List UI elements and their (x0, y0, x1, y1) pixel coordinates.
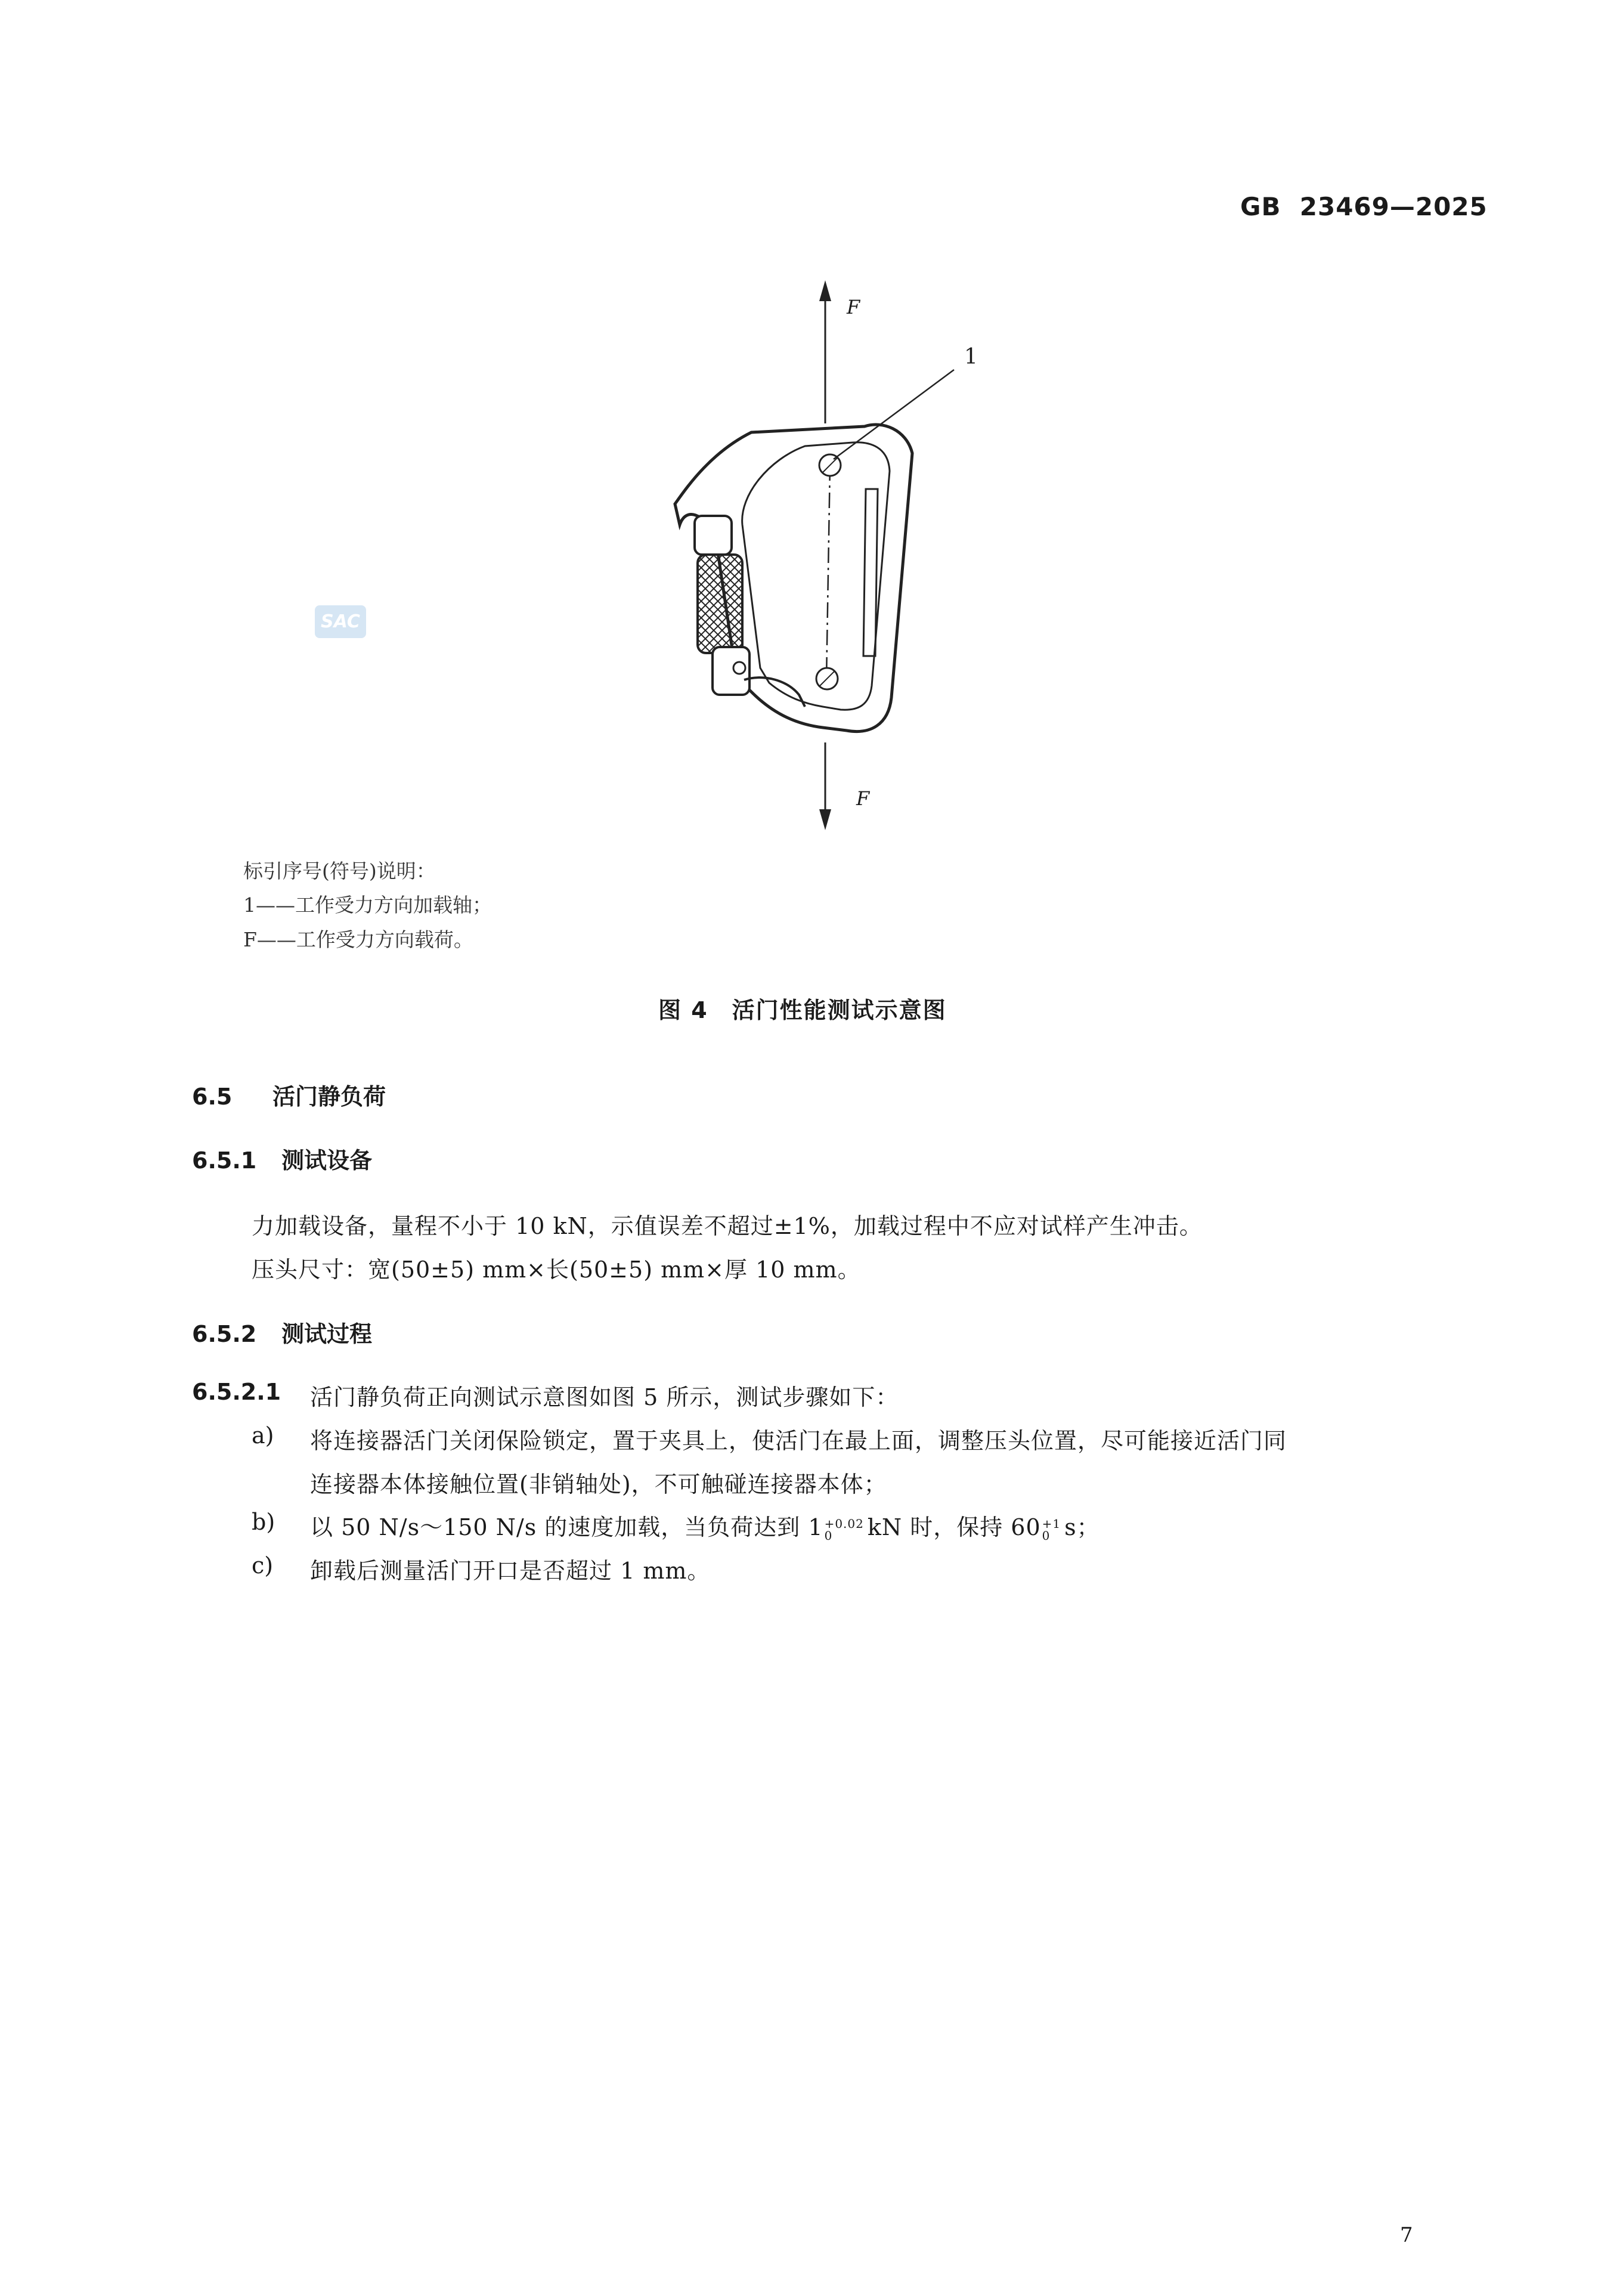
section-number: 6.5.2 (192, 1321, 257, 1347)
force-label-bottom: F (856, 787, 870, 810)
page-number: 7 (1400, 2223, 1413, 2247)
tolerance-upper: +1 (1042, 1516, 1061, 1531)
section-number: 6.5.1 (192, 1147, 257, 1174)
callout-leader (834, 370, 954, 459)
legend-title: 标引序号(符号)说明： (243, 859, 436, 883)
carabiner-spine (863, 489, 878, 656)
clause-number-6-5-2-1: 6.5.2.1 (192, 1379, 281, 1405)
standard-number: 23469—2025 (1299, 192, 1488, 221)
tolerance-load (825, 1518, 864, 1542)
force-arrowhead-top (819, 280, 831, 301)
section-title: 测试过程 (281, 1321, 373, 1347)
section-number: 6.5 (192, 1084, 233, 1110)
tolerance-lower: 0 (1042, 1528, 1051, 1543)
section-heading-6-5 (192, 1078, 386, 1111)
watermark-logo: SAC (315, 605, 366, 638)
paragraph-indenter-size: 压头尺寸：宽(50±5) mm×长(50±5) mm×厚 10 mm。 (252, 1257, 861, 1283)
step-label-a: a) (252, 1422, 274, 1449)
tolerance-time (1042, 1518, 1061, 1542)
step-label-b: b) (252, 1509, 275, 1535)
gate-sleeve-knurled (698, 555, 742, 653)
force-arrowhead-bottom (819, 809, 831, 830)
step-b-text (310, 1509, 1100, 1542)
step-a-line-2: 连接器本体接触位置(非销轴处)，不可触碰连接器本体； (310, 1471, 887, 1497)
step-b-post: s； (1064, 1514, 1100, 1540)
step-c-text: 卸载后测量活门开口是否超过 1 mm。 (310, 1558, 711, 1584)
section-heading-6-5-1 (192, 1142, 372, 1175)
force-label-top: F (847, 296, 860, 318)
step-b-mid: kN 时，保持 60 (867, 1514, 1041, 1540)
figure-caption: 图 4 活门性能测试示意图 (658, 997, 947, 1023)
step-label-c: c) (252, 1552, 274, 1579)
standard-prefix: GB (1240, 192, 1281, 221)
load-axis (826, 465, 830, 680)
tolerance-upper: +0.02 (824, 1516, 864, 1531)
tolerance-lower: 0 (824, 1528, 833, 1543)
carabiner-figure (0, 0, 1623, 865)
step-a-line-1: 将连接器活门关闭保险锁定，置于夹具上，使活门在最上面，调整压头位置，尽可能接近活门同 (310, 1428, 1287, 1454)
step-b-pre: 以 50 N/s～150 N/s 的速度加载，当负荷达到 1 (310, 1514, 823, 1540)
legend-item-1: 1——工作受力方向加载轴； (243, 893, 492, 917)
section-title: 测试设备 (281, 1147, 373, 1174)
callout-number: 1 (964, 345, 978, 369)
section-heading-6-5-2 (192, 1316, 372, 1348)
gate-rivet (733, 662, 745, 674)
carabiner-inner-edge (742, 443, 890, 710)
section-title: 活门静负荷 (272, 1084, 386, 1110)
clause-text-6-5-2-1: 活门静负荷正向测试示意图如图 5 所示，测试步骤如下： (310, 1384, 899, 1410)
paragraph-equipment: 力加载设备，量程不小于 10 kN，示值误差不超过±1%，加载过程中不应对试样产生冲击。 (252, 1213, 1203, 1239)
gate-top-cap (695, 516, 732, 555)
legend-item-f: F——工作受力方向载荷。 (243, 928, 473, 951)
